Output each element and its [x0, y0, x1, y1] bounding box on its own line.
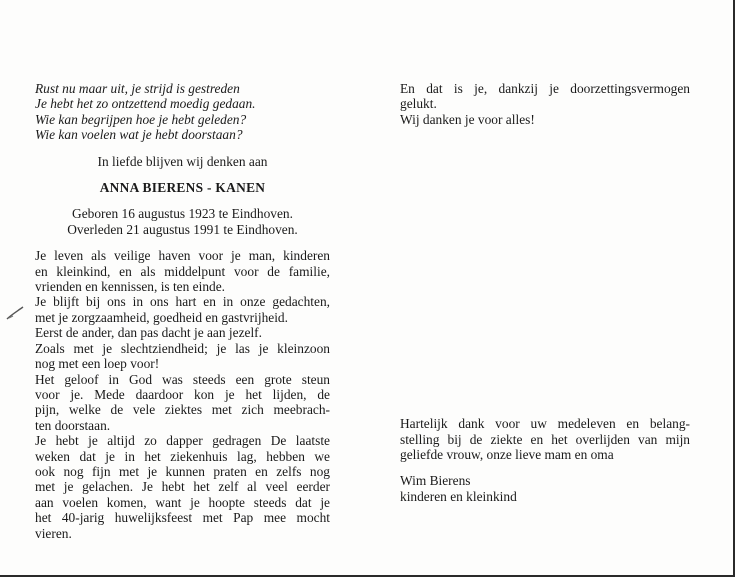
- body-line: aan voelen komen, want je hoopte steeds dat je: [35, 494, 330, 510]
- body-line: nog met een loep voor!: [35, 356, 160, 372]
- thank-you-text: [400, 416, 690, 462]
- right-column: [400, 81, 690, 504]
- eulogy-text: [35, 248, 330, 541]
- poem-line: Wie kan begrijpen hoe je hebt geleden?: [35, 111, 247, 127]
- body-line: vrienden en kennissen, is ten einde.: [35, 279, 226, 295]
- body-line: Je leven als veilige haven voor je man, kinderen: [35, 248, 330, 264]
- body-line: Je hebt je altijd zo dapper gedragen De laatste: [35, 433, 330, 449]
- body-line: Eerst de ander, dan pas dacht je aan jezelf.: [35, 325, 262, 341]
- right-text-line: Wij danken je voor alles!: [400, 111, 535, 127]
- pen-mark-icon: [6, 306, 24, 320]
- body-line: met je gelachen. Je hebt het zelf al veel eerder: [35, 479, 330, 495]
- body-line: pijn, welke de vele ziektes met zich meebrach-: [35, 402, 330, 418]
- signature-line: kinderen en kleinkind: [400, 488, 517, 504]
- birth-date: Geboren 16 augustus 1923 te Eindhoven.: [72, 206, 293, 222]
- poem-line: Rust nu maar uit, je strijd is gestreden: [35, 81, 240, 96]
- signature: [400, 473, 690, 504]
- intro-text: In liefde blijven wij denken aan: [97, 153, 268, 169]
- right-text-line: En dat is je, dankzij je doorzettingsvermogen: [400, 81, 690, 96]
- poem-line: Je hebt het zo ontzettend moedig gedaan.: [35, 96, 256, 112]
- signature-line: Wim Bierens: [400, 473, 471, 489]
- body-line: Zoals met je slechtziendheid; je las je kleinzoon: [35, 340, 330, 356]
- body-line: ook nog fijn met je kunnen praten en zelfs nog: [35, 463, 330, 479]
- body-line: weken dat je in het ziekenhuis lag, hebben we: [35, 448, 330, 464]
- body-line: en kleinkind, en als middelpunt voor de familie,: [35, 263, 330, 279]
- poem: [35, 81, 330, 143]
- deceased-name: ANNA BIERENS - KANEN: [99, 180, 266, 196]
- body-line: Je blijft bij ons in ons hart en in onze gedachten,: [35, 294, 330, 310]
- body-line: ten doorstaan.: [35, 417, 111, 433]
- body-line: voor je. Mede daardoor kon je het lijden, de: [35, 386, 330, 402]
- right-text-line: gelukt.: [400, 96, 437, 112]
- body-line: Het geloof in God was steeds een grote steun: [35, 371, 330, 387]
- body-line: vieren.: [35, 525, 72, 541]
- body-line: het 40-jarig huwelijksfeest met Pap mee mocht: [35, 510, 330, 526]
- thanks-line: Hartelijk dank voor uw medeleven en belang-: [400, 416, 690, 432]
- thanks-line: stelling bij de ziekte en het overlijden van mijn: [400, 431, 690, 447]
- death-date: Overleden 21 augustus 1991 te Eindhoven.: [67, 221, 298, 237]
- thanks-line: geliefde vrouw, onze lieve mam en oma: [400, 447, 614, 463]
- body-line: met je zorgzaamheid, goedheid en gastvrijheid.: [35, 309, 288, 325]
- left-column: [35, 81, 330, 541]
- poem-line: Wie kan voelen wat je hebt doorstaan?: [35, 127, 243, 143]
